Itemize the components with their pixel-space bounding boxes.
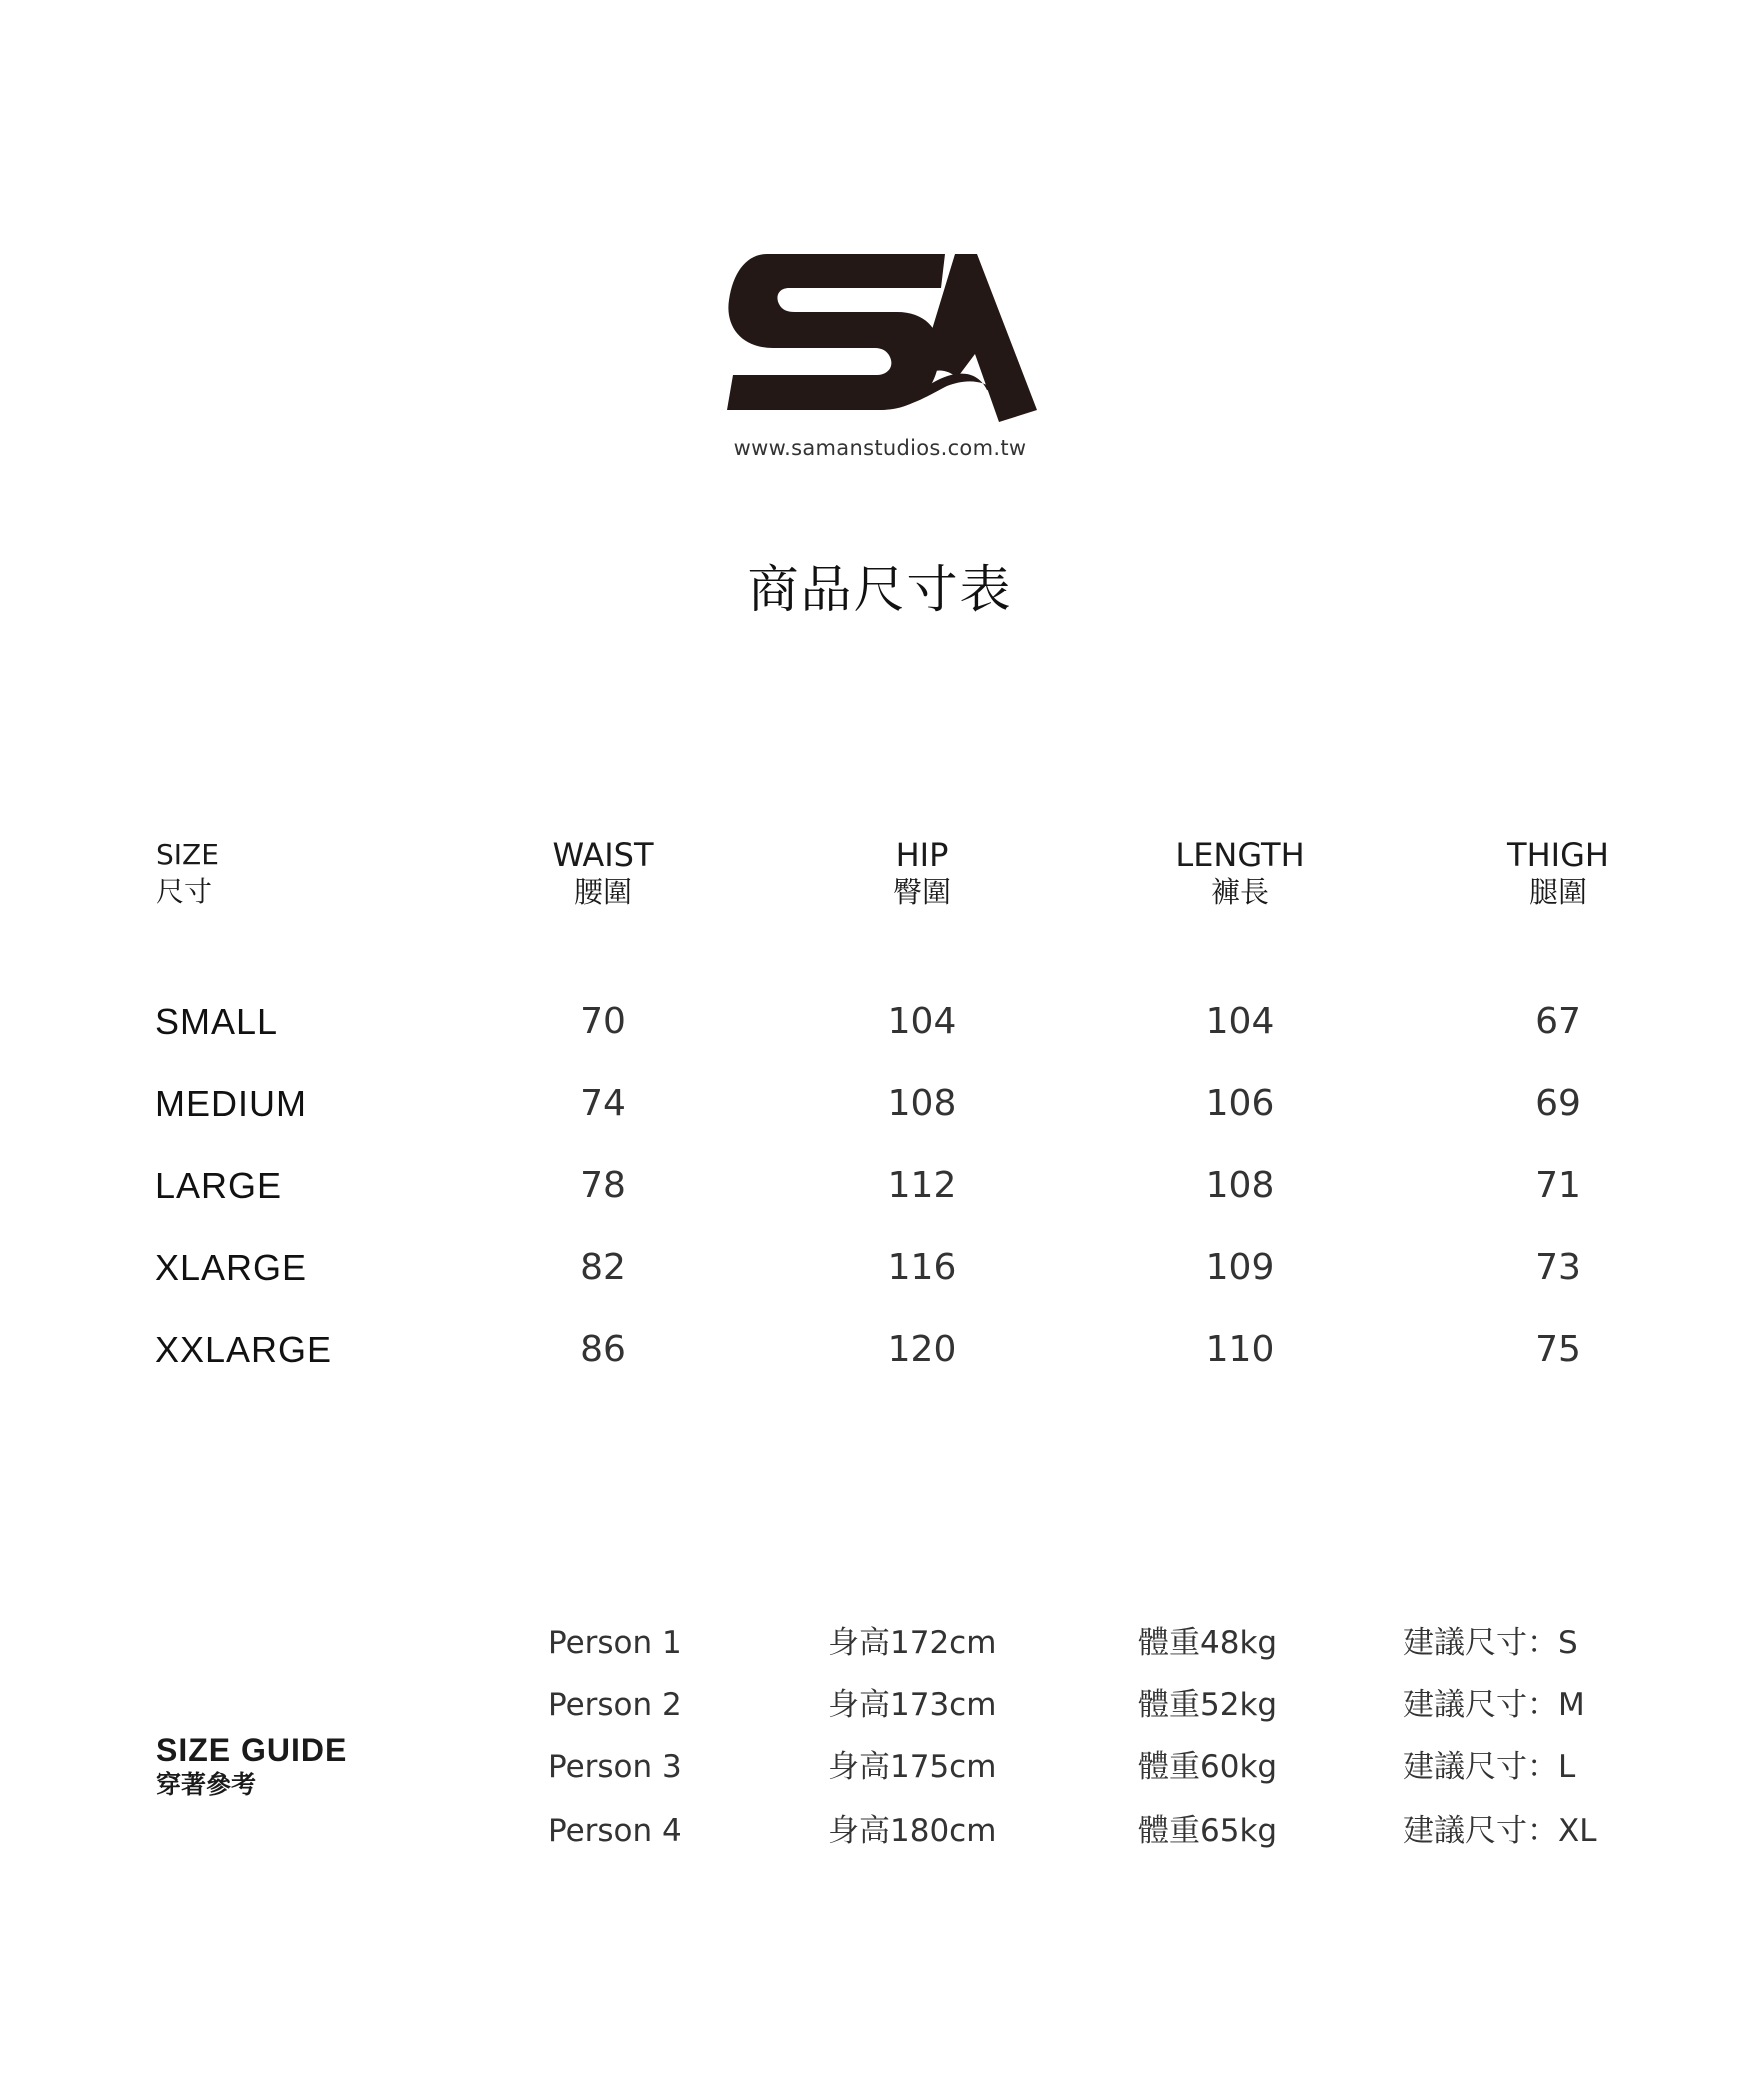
header-waist-zh: 腰圍 xyxy=(573,875,632,909)
thigh-value: 71 xyxy=(1535,1165,1581,1206)
waist-value: 86 xyxy=(580,1329,626,1370)
header-size-zh: 尺寸 xyxy=(156,875,213,908)
header-hip xyxy=(792,836,1052,910)
size-guide-title: SIZE GUIDE xyxy=(156,1732,348,1768)
person-label: Person 3 xyxy=(548,1749,682,1785)
page-title: 商品尺寸表 xyxy=(747,561,1013,620)
person-height: 身高172cm xyxy=(828,1625,997,1661)
thigh-value: 75 xyxy=(1535,1329,1581,1370)
guide-row xyxy=(0,1618,1757,1668)
waist-value: 74 xyxy=(580,1083,626,1124)
header-size xyxy=(156,836,219,910)
guide-row xyxy=(0,1806,1757,1856)
recommend-label: 建議尺寸： xyxy=(1403,1813,1558,1849)
length-value: 109 xyxy=(1205,1247,1275,1288)
person-weight: 體重60kg xyxy=(1138,1749,1278,1785)
header-length-zh: 褲長 xyxy=(1210,875,1269,909)
length-value: 108 xyxy=(1205,1165,1275,1206)
person-weight: 體重65kg xyxy=(1138,1813,1278,1849)
thigh-value: 73 xyxy=(1535,1247,1581,1288)
person-weight: 體重52kg xyxy=(1138,1687,1278,1723)
size-guide-subtitle: 穿著參考 xyxy=(156,1770,257,1799)
table-row xyxy=(0,1238,1757,1298)
size-label: XLARGE xyxy=(155,1247,308,1288)
guide-row xyxy=(0,1680,1757,1730)
size-label: MEDIUM xyxy=(155,1083,307,1124)
header-waist-en: WAIST xyxy=(552,836,654,874)
guide-row xyxy=(0,1742,1757,1792)
person-height: 身高175cm xyxy=(828,1749,997,1785)
recommend-label: 建議尺寸： xyxy=(1403,1749,1558,1785)
recommend-size: XL xyxy=(1558,1813,1597,1849)
table-row xyxy=(0,992,1757,1052)
recommend-label: 建議尺寸： xyxy=(1403,1687,1558,1723)
brand-logo xyxy=(727,250,1037,425)
thigh-value: 69 xyxy=(1535,1083,1581,1124)
length-value: 106 xyxy=(1205,1083,1275,1124)
size-label: SMALL xyxy=(155,1001,279,1042)
length-value: 104 xyxy=(1205,1001,1275,1042)
header-length-en: LENGTH xyxy=(1175,836,1305,874)
person-label: Person 1 xyxy=(548,1625,682,1661)
table-row xyxy=(0,1156,1757,1216)
header-hip-en: HIP xyxy=(895,836,949,874)
recommend-size: M xyxy=(1558,1687,1585,1723)
person-weight: 體重48kg xyxy=(1138,1625,1278,1661)
header-thigh-en: THIGH xyxy=(1507,836,1609,874)
table-row xyxy=(0,1074,1757,1134)
waist-value: 82 xyxy=(580,1247,626,1288)
hip-value: 108 xyxy=(887,1083,957,1124)
person-height: 身高180cm xyxy=(828,1813,997,1849)
table-row xyxy=(0,1320,1757,1380)
website-url: www.samanstudios.com.tw xyxy=(733,436,1027,460)
logo-s-shape xyxy=(727,254,945,410)
thigh-value: 67 xyxy=(1535,1001,1581,1042)
header-hip-zh: 臀圍 xyxy=(892,875,951,909)
hip-value: 120 xyxy=(887,1329,957,1370)
size-label: LARGE xyxy=(155,1165,283,1206)
person-label: Person 2 xyxy=(548,1687,682,1723)
size-label: XXLARGE xyxy=(155,1329,333,1370)
header-size-en: SIZE xyxy=(156,838,219,871)
logo-a-shape xyxy=(927,254,1037,422)
header-thigh-zh: 腿圍 xyxy=(1528,875,1587,909)
header-thigh xyxy=(1428,836,1688,910)
recommend-size: S xyxy=(1558,1625,1578,1661)
recommend-label: 建議尺寸： xyxy=(1403,1625,1558,1661)
person-label: Person 4 xyxy=(548,1813,682,1849)
person-height: 身高173cm xyxy=(828,1687,997,1723)
header-length xyxy=(1110,836,1370,910)
header-waist xyxy=(473,836,733,910)
recommend-size: L xyxy=(1558,1749,1576,1785)
hip-value: 112 xyxy=(887,1165,957,1206)
length-value: 110 xyxy=(1205,1329,1275,1370)
hip-value: 104 xyxy=(887,1001,957,1042)
hip-value: 116 xyxy=(887,1247,957,1288)
waist-value: 78 xyxy=(580,1165,626,1206)
waist-value: 70 xyxy=(580,1001,626,1042)
